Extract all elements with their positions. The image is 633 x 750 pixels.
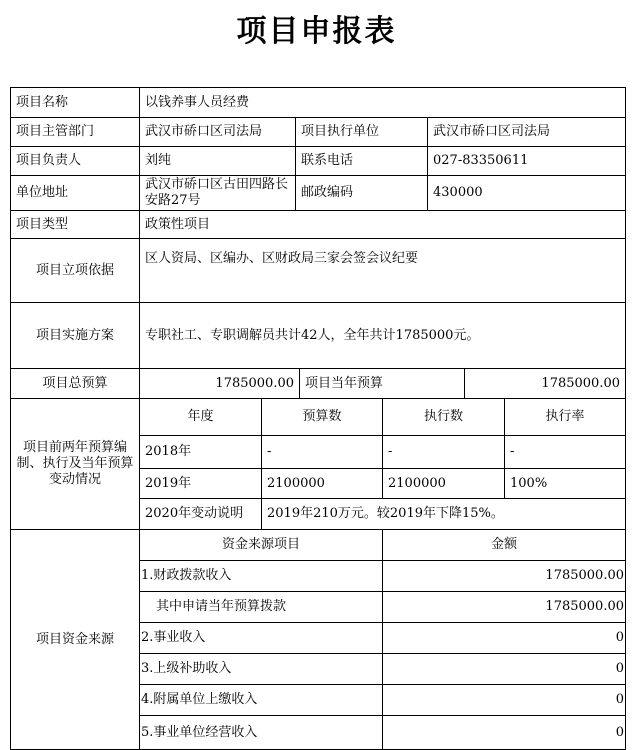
funds-row-amount: 0 — [382, 715, 626, 750]
funds-row-amount: 0 — [382, 622, 626, 654]
basis-value: 区人资局、区编办、区财政局三家会签会议纪要 — [139, 238, 626, 303]
page-title: 项目申报表 — [236, 14, 397, 49]
basis-label: 项目立项依据 — [10, 238, 140, 303]
project-name-value: 以钱养事人员经费 — [139, 87, 626, 118]
funds-row-amount: 1785000.00 — [382, 560, 626, 592]
history-header-executed: 执行数 — [382, 398, 505, 436]
funds-row-source: 5.事业单位经营收入 — [139, 715, 383, 750]
funds-row-source: 3.上级补助收入 — [139, 653, 383, 685]
exec-unit-value: 武汉市硚口区司法局 — [427, 117, 626, 147]
funds-row-source: 1.财政拨款收入 — [139, 560, 383, 592]
change-value: 2019年210万元。较2019年下降15%。 — [261, 498, 626, 530]
year-budget-value: 1785000.00 — [464, 368, 626, 399]
total-budget-label: 项目总预算 — [10, 368, 140, 399]
funds-label: 项目资金来源 — [10, 529, 140, 750]
funds-row-amount: 0 — [382, 684, 626, 716]
phone-label: 联系电话 — [295, 146, 428, 176]
funds-row-amount: 0 — [382, 653, 626, 685]
history-row-2019-budget: 2100000 — [261, 468, 383, 499]
history-header-year: 年度 — [139, 398, 262, 436]
leader-label: 项目负责人 — [10, 146, 140, 176]
history-row-2018-budget: - — [261, 435, 383, 469]
project-type-label: 项目类型 — [10, 210, 140, 239]
postcode-value: 430000 — [427, 175, 626, 211]
address-label: 单位地址 — [10, 175, 140, 211]
funds-row-source: 4.附属单位上缴收入 — [139, 684, 383, 716]
history-row-2018-executed: - — [382, 435, 505, 469]
phone-value: 027-83350611 — [427, 146, 626, 176]
history-row-2019-rate: 100% — [504, 468, 626, 499]
history-label: 项目前两年预算编制、执行及当年预算变动情况 — [10, 398, 140, 530]
history-row-2019-executed: 2100000 — [382, 468, 505, 499]
plan-value: 专职社工、专职调解员共计42人，全年共计1785000元。 — [139, 302, 626, 369]
history-row-2018-year: 2018年 — [139, 435, 262, 469]
exec-unit-label: 项目执行单位 — [295, 117, 428, 147]
history-header-rate: 执行率 — [504, 398, 626, 436]
funds-header-amount: 金额 — [382, 529, 626, 561]
history-row-2019-year: 2019年 — [139, 468, 262, 499]
funds-row-source: 其中申请当年预算拨款 — [139, 591, 383, 623]
history-row-2018-rate: - — [504, 435, 626, 469]
department-label: 项目主管部门 — [10, 117, 140, 147]
change-label: 2020年变动说明 — [139, 498, 262, 530]
funds-header-source: 资金来源项目 — [139, 529, 383, 561]
funds-row-source: 2.事业收入 — [139, 622, 383, 654]
address-value: 武汉市硚口区古田四路长安路27号 — [139, 175, 296, 211]
year-budget-label: 项目当年预算 — [299, 368, 465, 399]
project-type-value: 政策性项目 — [139, 210, 626, 239]
funds-row-amount: 1785000.00 — [382, 591, 626, 623]
history-header-budget: 预算数 — [261, 398, 383, 436]
project-name-label: 项目名称 — [10, 87, 140, 118]
plan-label: 项目实施方案 — [10, 302, 140, 369]
postcode-label: 邮政编码 — [295, 175, 428, 211]
total-budget-value: 1785000.00 — [139, 368, 300, 399]
leader-value: 刘纯 — [139, 146, 296, 176]
department-value: 武汉市硚口区司法局 — [139, 117, 296, 147]
